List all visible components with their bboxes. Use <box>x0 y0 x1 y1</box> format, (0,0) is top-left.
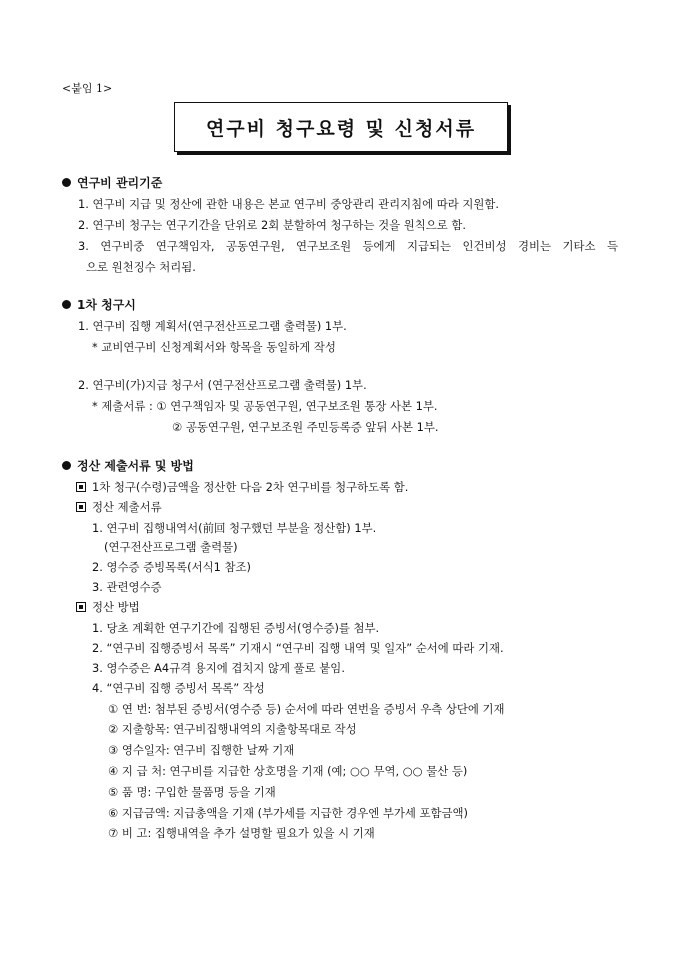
detail-item-5: ⑤ 품 명: 구입한 물품명 등을 기재 <box>108 785 276 799</box>
section3-heading <box>62 459 194 473</box>
sub3-item-3: 3. 영수증은 A4규격 용지에 겹치지 않게 풀로 붙임. <box>92 661 345 675</box>
detail-item-7: ⑦ 비 고: 집행내역을 추가 설명할 필요가 있을 시 기재 <box>108 826 375 840</box>
bullet-icon <box>62 300 71 309</box>
section1-item-2: 2. 연구비 청구는 연구기간을 단위로 2회 분할하여 청구하는 것을 원칙으로 함. <box>78 218 467 232</box>
sub3-item-4: 4. “연구비 집행 증빙서 목록” 작성 <box>92 681 265 695</box>
document-title: 연구비 청구요령 및 신청서류 <box>205 117 477 140</box>
section2-heading-text: 1차 청구시 <box>77 298 136 312</box>
detail-item-3: ③ 영수일자: 연구비 집행한 날짜 기재 <box>108 743 295 757</box>
section2-item-1: 1. 연구비 집행 계획서(연구전산프로그램 출력물) 1부. <box>78 319 347 333</box>
section3-sub2: 정산 제출서류 <box>76 500 162 514</box>
section2-note-2: * 제출서류 : ① 연구책임자 및 공동연구원, 연구보조원 통장 사본 1부. <box>92 399 438 413</box>
detail-item-4: ④ 지 급 처: 연구비를 지급한 상호명을 기재 (예; ○○ 무역, ○○ 물산 등) <box>108 764 468 778</box>
section1-item-1: 1. 연구비 지급 및 정산에 관한 내용은 본교 연구비 중앙관리 관리지침에 따라 지원함. <box>78 197 500 211</box>
sub2-item-2: 2. 영수증 증빙목록(서식1 참조) <box>92 560 251 574</box>
attachment-label: <붙임 1> <box>62 82 113 95</box>
section2-note-1: * 교비연구비 신청계획서와 항목을 동일하게 작성 <box>92 340 336 354</box>
detail-item-6: ⑥ 지급금액: 지급총액을 기재 (부가세를 지급한 경우엔 부가세 포함금액) <box>108 806 468 820</box>
section3-sub3: 정산 방법 <box>76 600 140 614</box>
bullet-icon <box>62 178 71 187</box>
square-bullet-icon <box>76 482 86 492</box>
section3-heading-text: 정산 제출서류 및 방법 <box>77 459 194 473</box>
square-bullet-icon <box>76 602 86 612</box>
section1-heading <box>62 176 162 190</box>
square-bullet-icon <box>76 502 86 512</box>
sub2-item-1-cont: (연구전산프로그램 출력물) <box>104 540 238 554</box>
section1-item-3: 3. 연구비중 연구책임자, 공동연구원, 연구보조원 등에게 지급되는 인건비성 경비는 기타소 득 <box>78 239 618 253</box>
bullet-icon <box>62 461 71 470</box>
section3-sub1: 1차 청구(수령)금액을 정산한 다음 2차 연구비를 청구하도록 함. <box>76 480 408 494</box>
detail-item-1: ① 연 번: 첨부된 증빙서(영수증 등) 순서에 따라 연번을 증빙서 우측 상단에 기재 <box>108 702 505 716</box>
section2-note-3: ② 공동연구원, 연구보조원 주민등록증 앞뒤 사본 1부. <box>172 420 439 434</box>
section2-item-2: 2. 연구비(가)지급 청구서 (연구전산프로그램 출력물) 1부. <box>78 378 367 392</box>
sub2-item-3: 3. 관련영수증 <box>92 580 162 594</box>
detail-item-2: ② 지출항목: 연구비집행내역의 지출항목대로 작성 <box>108 722 357 736</box>
section2-heading <box>62 298 136 312</box>
section1-item-3-cont: 으로 원천징수 처리됨. <box>86 260 196 274</box>
title-box <box>174 102 508 152</box>
sub3-item-2: 2. “연구비 집행증빙서 목록” 기재시 “연구비 집행 내역 및 일자” 순서에 따라 기재. <box>92 641 504 655</box>
sub2-item-1: 1. 연구비 집행내역서(前回 청구했던 부분을 정산함) 1부. <box>92 521 377 535</box>
sub3-item-1: 1. 당초 계획한 연구기간에 집행된 증빙서(영수증)를 첨부. <box>92 621 380 635</box>
section1-heading-text: 연구비 관리기준 <box>77 176 163 190</box>
